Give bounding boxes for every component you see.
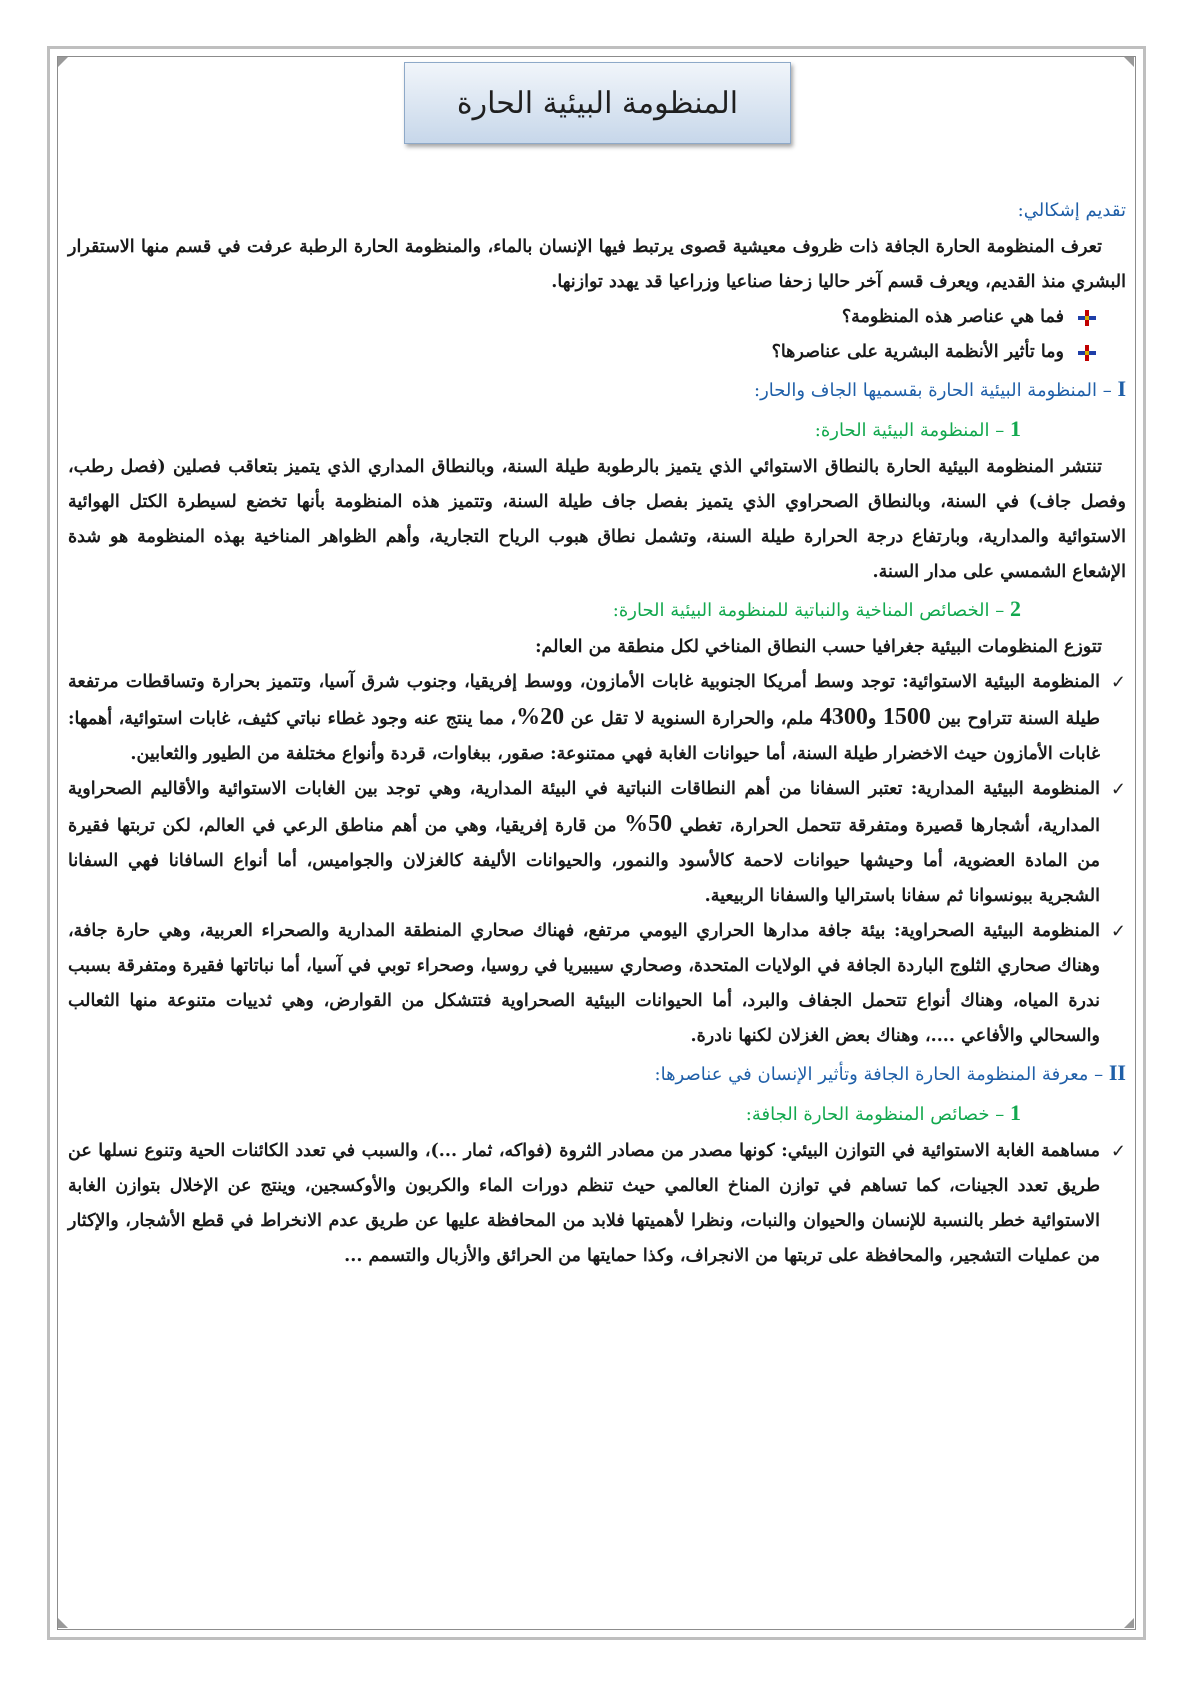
section-heading bbox=[68, 370, 1126, 410]
list-item-text: المنظومة البيئية الاستوائية: توجد وسط أمريكا الجنوبية غابات الأمازون، ووسط إفريقيا، وجنوب شرق آسيا، وتتميز بحرارة وتساقطات مرتفعة طيلة السنة تتراوح بين bbox=[68, 672, 1100, 729]
subsection-heading bbox=[68, 1094, 1126, 1134]
section-paragraph: تنتشر المنظومة البيئية الحارة بالنطاق الاستوائي الذي يتميز بالرطوبة طيلة السنة، وبالنطاق المداري الذي يتميز بتعاقب فصلين (فصل رطب، وفصل جاف) في السنة، وبالنطاق الصحراوي الذي يتميز بفصل جاف طيلة السنة، وتتميز هذه المنظومة بأنها تخضع لسيطرة الكتل الهوائية الاستوائية والمدارية، وبارتفاع درجة الحرارة طيلة السنة، وتشمل نطاق هبوب الرياح التجارية، وأهم الظواهر المناخية بهذه المنظومة هو شدة الإشعاع الشمسي على مدار السنة. bbox=[68, 457, 1126, 582]
corner-ornament bbox=[58, 57, 68, 67]
plus-bullet-icon bbox=[1078, 310, 1096, 326]
question-item bbox=[68, 335, 1126, 370]
checkmark-icon: ✓ bbox=[1110, 672, 1126, 693]
list-item-text: ملم، والحرارة السنوية لا تقل عن bbox=[564, 709, 820, 729]
value-number: 1500 bbox=[882, 704, 931, 730]
intro-heading: تقديم إشكالي: bbox=[1017, 200, 1126, 221]
corner-ornament bbox=[1124, 57, 1134, 67]
lead-sentence: تتوزع المنظومات البيئية جغرافيا حسب النطاق المناخي لكل منطقة من العالم: bbox=[535, 637, 1102, 657]
subsection-heading bbox=[68, 410, 1126, 450]
list-item-text: ، مما ينتج عنه وجود غطاء نباتي كثيف، غابات استوائية، أهمها: غابات الأمازون حيث الاخضرار طيلة السنة، أما حيوانات الغابة فهي ممتنوعة: صقور، ببغاوات، قردة وأنواع مختلفة من الطيور والثعابين. bbox=[68, 709, 1100, 764]
question-text: فما هي عناصر هذه المنظومة؟ bbox=[841, 307, 1064, 327]
subsection-number: 2 bbox=[1010, 596, 1021, 621]
value-number: 20% bbox=[516, 704, 565, 730]
section-title: – المنظومة البيئية الحارة بقسميها الجاف والحار: bbox=[754, 380, 1118, 401]
checkmark-icon: ✓ bbox=[1110, 779, 1126, 800]
section-heading bbox=[68, 1054, 1126, 1094]
list-item-text: المنظومة البيئية المدارية: تعتبر السفانا من أهم النطاقات النباتية في البيئة المدارية، وهي توجد بين الغابات الاستوائية والأقاليم الصحراوية المدارية، أشجارها قصيرة ومتفرقة تتحمل الحرارة، تغطي bbox=[68, 779, 1100, 836]
subsection-title: – المنظومة البيئية الحارة: bbox=[814, 420, 1010, 441]
subsection-heading bbox=[68, 590, 1126, 630]
list-item-text: من قارة إفريقيا، وهي من أهم مناطق الرعي في العالم، لكن تربتها فقيرة من المادة العضوية، أما وحيشها حيوانات لاحمة كالأسود والنمور، والحيوانات الأليفة كالغزلان والجواميس، أما أنواع السافانا فهي السفانا الشجرية ببونسوانا ثم سفانا باستراليا والسفانا الربيعية. bbox=[68, 816, 1100, 906]
corner-ornament bbox=[58, 1618, 68, 1628]
corner-ornament bbox=[1124, 1618, 1134, 1628]
subsection-title: – الخصائص المناخية والنباتية للمنظومة البيئية الحارة: bbox=[612, 600, 1010, 621]
section-title: – معرفة المنظومة الحارة الجافة وتأثير الإنسان في عناصرها: bbox=[654, 1064, 1109, 1085]
list-item bbox=[68, 772, 1126, 914]
plus-bullet-icon bbox=[1078, 345, 1096, 361]
list-item-text: مساهمة الغابة الاستوائية في التوازن البيئي: كونها مصدر من مصادر الثروة (فواكه، ثمار ...)، والسبب في تعدد الكائنات الحية وتنوع نسلها عن طريق تعدد الجينات، كما تساهم في توازن المناخ العالمي حيث تنظم دورات الماء والكربون والأوكسجين، وينتج عن الإخلال بتوازن الغابة الاستوائية خطر بالنسبة للإنسان والحيوان والنبات، ونظرا لأهميتها فلابد من المحافظة عليها عن طريق عدم الانخراط في قطع الأشجار، والإكثار من عمليات التشجير، والمحافظة على تربتها من الانجراف، وكذا حمايتها من الحرائق والأزبال والتسمم ... bbox=[68, 1141, 1100, 1266]
subsection-title: – خصائص المنظومة الحارة الجافة: bbox=[745, 1104, 1010, 1125]
subsection-number: 1 bbox=[1010, 416, 1021, 441]
document-body bbox=[68, 192, 1126, 1274]
page-title: المنظومة البيئية الحارة bbox=[404, 62, 791, 144]
list-item-text: المنظومة البيئية الصحراوية: بيئة جافة مدارها الحراري اليومي مرتفع، فهناك صحاري المنطقة المدارية والصحراء العربية، وهي حارة جافة، وهناك صحاري الثلوج الباردة الجافة في الولايات المتحدة، وصحاري سيبيريا في روسيا، وصحراء توبي في آسيا، أما نباتاتها فقيرة ومتفرقة بسبب ندرة المياه، وهناك أنواع تتحمل الجفاف والبرد، أما الحيوانات البيئية الصحراوية فتتشكل من القوارض، وهي ثدييات متنوعة منها الثعالب والسحالي والأفاعي ....، وهناك بعض الغزلان لكنها نادرة. bbox=[68, 921, 1100, 1046]
list-item bbox=[68, 665, 1126, 772]
checkmark-icon: ✓ bbox=[1110, 1141, 1126, 1162]
intro-paragraph: تعرف المنظومة الحارة الجافة ذات ظروف معيشية قصوى يرتبط فيها الإنسان بالماء، والمنظومة الحارة الرطبة عرفت في قسم منها الاستقرار البشري منذ القديم، ويعرف قسم آخر حاليا زحفا صناعيا وزراعيا قد يهدد توازنها. bbox=[68, 237, 1126, 292]
section-numeral: I bbox=[1117, 376, 1126, 401]
question-text: وما تأثير الأنظمة البشرية على عناصرها؟ bbox=[771, 342, 1064, 362]
checkmark-icon: ✓ bbox=[1110, 921, 1126, 942]
list-item bbox=[68, 914, 1126, 1054]
subsection-number: 1 bbox=[1010, 1100, 1021, 1125]
question-item bbox=[68, 300, 1126, 335]
value-number: 50% bbox=[624, 811, 673, 837]
section-numeral: II bbox=[1108, 1060, 1126, 1085]
list-item bbox=[68, 1134, 1126, 1274]
value-number: 4300 bbox=[819, 704, 868, 730]
list-item-text: و bbox=[867, 709, 883, 729]
